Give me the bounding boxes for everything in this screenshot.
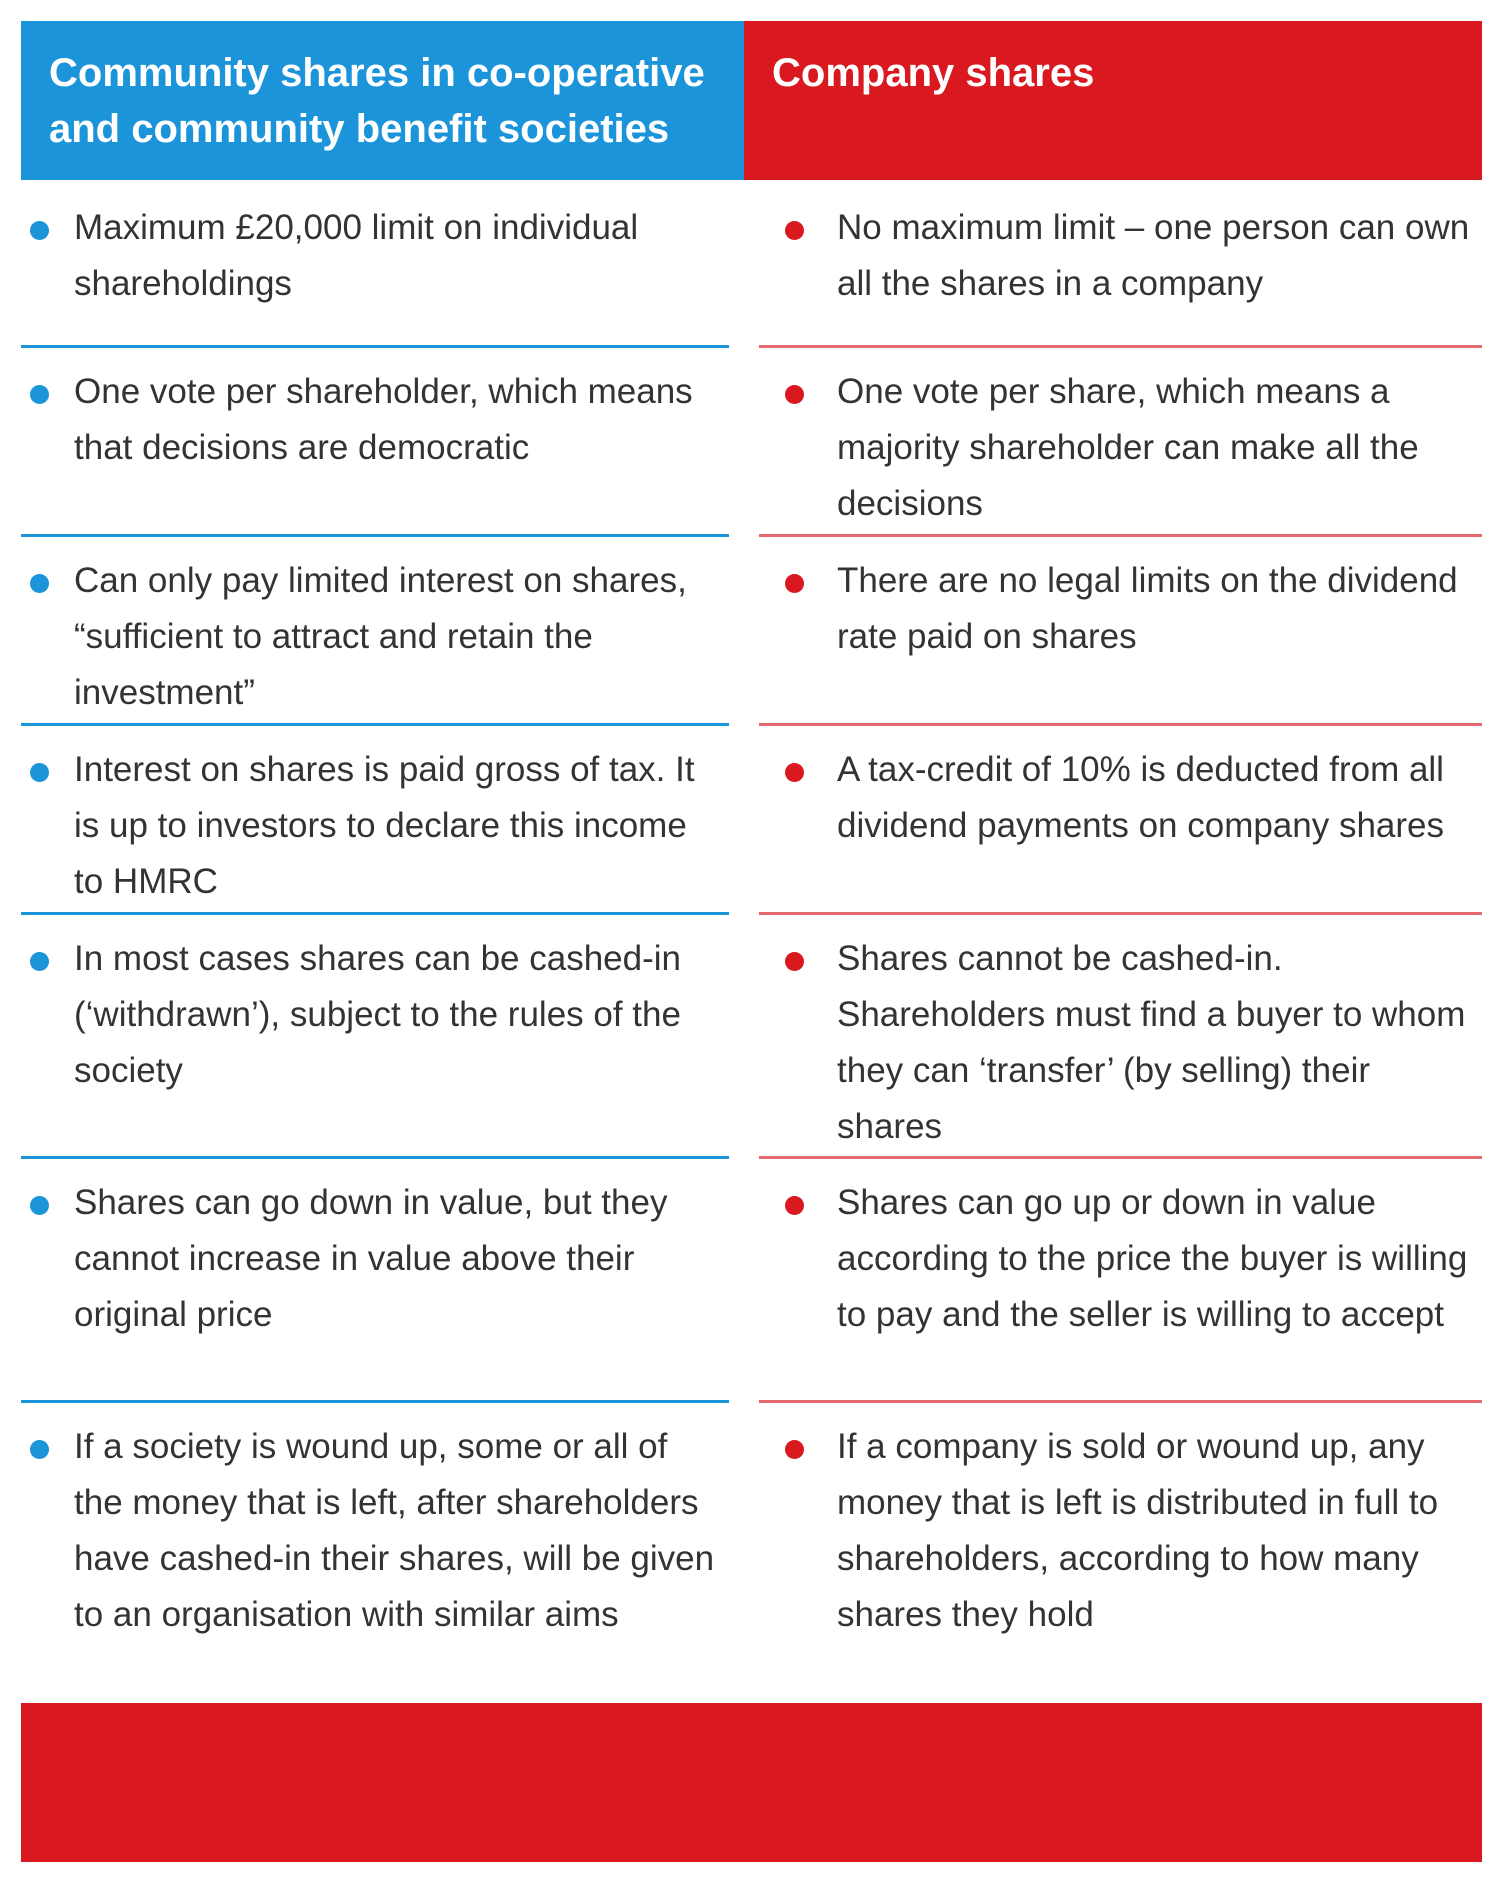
table-row bbox=[21, 348, 1482, 537]
company-cell bbox=[759, 553, 1482, 726]
community-cell bbox=[21, 1419, 729, 1723]
table-row bbox=[21, 537, 1482, 726]
red-bullet-icon bbox=[785, 1196, 804, 1215]
table-body bbox=[21, 200, 1482, 1723]
company-cell-text: If a company is sold or wound up, any money that is left is distributed in full to shareholders, according to how many shares they hold bbox=[837, 1427, 1439, 1634]
table-row bbox=[21, 915, 1482, 1159]
community-cell bbox=[21, 742, 729, 915]
company-cell bbox=[759, 200, 1482, 348]
table-row bbox=[21, 1159, 1482, 1403]
blue-bullet-icon bbox=[30, 763, 49, 782]
blue-bullet-icon bbox=[30, 952, 49, 971]
company-cell-text: Shares cannot be cashed-in. Shareholders must find a buyer to whom they can ‘transfer’ (by selling) their shares bbox=[837, 939, 1466, 1146]
community-shares-heading: Community shares in co-operative and community benefit societies bbox=[21, 21, 744, 180]
community-cell-text: One vote per shareholder, which means that decisions are democratic bbox=[74, 372, 693, 467]
company-cell-text: No maximum limit – one person can own all the shares in a company bbox=[837, 208, 1470, 303]
community-cell bbox=[21, 200, 729, 348]
community-cell-text: Maximum £20,000 limit on individual shareholdings bbox=[74, 208, 639, 303]
company-cell-text: One vote per share, which means a majority shareholder can make all the decisions bbox=[837, 372, 1419, 523]
company-cell bbox=[759, 931, 1482, 1159]
company-cell bbox=[759, 364, 1482, 537]
table-header bbox=[21, 21, 1482, 180]
company-cell-text: A tax-credit of 10% is deducted from all dividend payments on company shares bbox=[837, 750, 1445, 845]
community-cell bbox=[21, 1175, 729, 1403]
community-cell-text: If a society is wound up, some or all of the money that is left, after shareholders have cashed-in their shares, will be given to an organisation with similar aims bbox=[74, 1427, 715, 1634]
red-bullet-icon bbox=[785, 763, 804, 782]
company-cell-text: Shares can go up or down in value according to the price the buyer is willing to pay and the seller is willing to accept bbox=[837, 1183, 1468, 1334]
community-cell-text: Interest on shares is paid gross of tax. It is up to investors to declare this income to HMRC bbox=[74, 750, 695, 901]
red-bullet-icon bbox=[785, 221, 804, 240]
blue-bullet-icon bbox=[30, 221, 49, 240]
table-row bbox=[21, 200, 1482, 348]
company-cell bbox=[759, 1419, 1482, 1723]
community-cell bbox=[21, 553, 729, 726]
red-bullet-icon bbox=[785, 1440, 804, 1459]
community-cell-text: In most cases shares can be cashed-in (‘withdrawn’), subject to the rules of the society bbox=[74, 939, 681, 1090]
company-cell bbox=[759, 742, 1482, 915]
red-bullet-icon bbox=[785, 952, 804, 971]
blue-bullet-icon bbox=[30, 1196, 49, 1215]
table-row bbox=[21, 1403, 1482, 1723]
company-cell-text: There are no legal limits on the dividend rate paid on shares bbox=[837, 561, 1458, 656]
company-cell bbox=[759, 1175, 1482, 1403]
comparison-table bbox=[21, 21, 1482, 1723]
community-cell bbox=[21, 364, 729, 537]
company-shares-heading: Company shares bbox=[744, 21, 1482, 180]
community-cell bbox=[21, 931, 729, 1159]
red-bullet-icon bbox=[785, 574, 804, 593]
community-cell-text: Shares can go down in value, but they cannot increase in value above their original price bbox=[74, 1183, 668, 1334]
blue-bullet-icon bbox=[30, 574, 49, 593]
blue-bullet-icon bbox=[30, 1440, 49, 1459]
blue-bullet-icon bbox=[30, 385, 49, 404]
footer-color-bar bbox=[21, 1703, 1482, 1862]
community-cell-text: Can only pay limited interest on shares, “sufficient to attract and retain the investment” bbox=[74, 561, 687, 712]
red-bullet-icon bbox=[785, 385, 804, 404]
table-row bbox=[21, 726, 1482, 915]
